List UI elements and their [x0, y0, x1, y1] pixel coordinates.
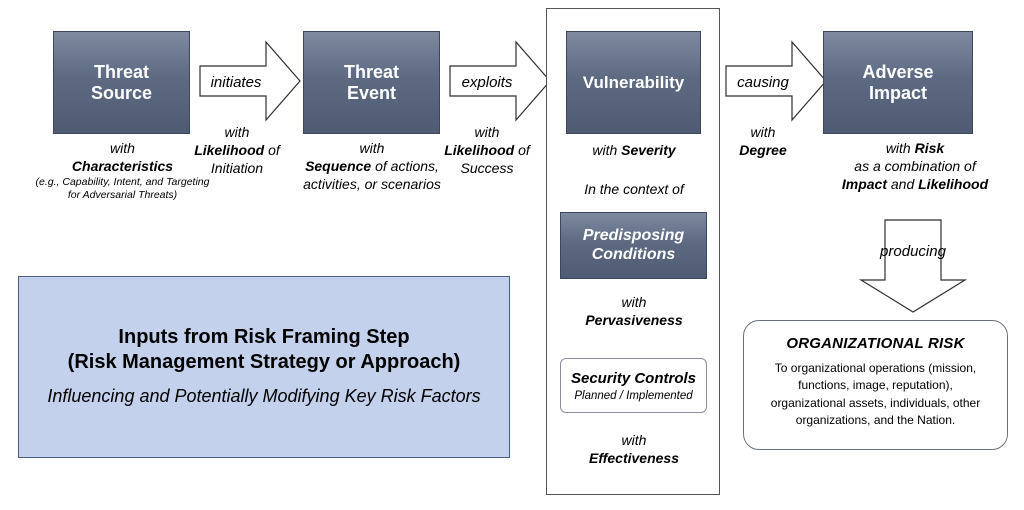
vulnerability-caption-bold: Severity	[621, 142, 676, 158]
node-adverse-impact	[823, 31, 973, 134]
threat-event-caption-lead: with	[359, 140, 385, 156]
predisposing-caption-lead: with	[621, 294, 647, 310]
node-inputs-from-risk-framing	[18, 276, 510, 458]
threat-source-caption-lead: with	[110, 140, 135, 156]
predisposing-conditions-caption	[556, 294, 712, 330]
adverse-impact-line2: Impact	[868, 82, 927, 103]
arrow-producing-label: producing	[880, 243, 946, 260]
threat-source-line1: Threat	[93, 61, 149, 82]
arrow-causing-caption	[712, 124, 814, 160]
security-controls-caption	[556, 432, 712, 468]
adverse-impact-caption	[815, 140, 1015, 194]
threat-event-caption	[298, 140, 446, 194]
arrow-exploits-under-bold: Likelihood	[444, 141, 515, 158]
vulnerability-caption	[556, 142, 712, 160]
node-threat-event	[303, 31, 440, 134]
inputs-line3: Influencing and Potentially Modifying Key Risk Factors	[47, 386, 481, 407]
adverse-impact-caption-join: and	[890, 175, 915, 192]
arrow-initiates-under-bold: Likelihood	[194, 141, 265, 158]
threat-source-caption-bold: Characteristics	[71, 157, 174, 174]
arrow-exploits-under-tail: of Success	[460, 141, 530, 176]
arrow-initiates-under-lead: with	[224, 124, 250, 140]
threat-source-caption	[35, 140, 210, 202]
adverse-impact-caption-mid: as a combination of	[854, 157, 976, 174]
organizational-risk-body: To organizational operations (mission, functions, image, reputation), organizational assets, individuals, other organizations, and the Nation.	[770, 361, 981, 428]
threat-event-line2: Event	[346, 82, 396, 103]
adverse-impact-caption-lead: with	[885, 140, 911, 156]
arrow-causing-label: causing	[737, 74, 789, 91]
arrow-initiates-label: initiates	[210, 74, 262, 91]
threat-event-line1: Threat	[343, 61, 399, 82]
predisposing-conditions-line1: Predisposing	[582, 227, 685, 245]
vulnerability-context-label: In the context of	[584, 181, 684, 197]
arrow-causing-under-bold: Degree	[739, 141, 787, 158]
node-organizational-risk	[743, 320, 1008, 450]
arrow-exploits-label: exploits	[461, 74, 513, 91]
node-predisposing-conditions	[560, 212, 707, 279]
predisposing-caption-bold: Pervasiveness	[585, 311, 683, 328]
node-vulnerability	[566, 31, 701, 134]
vulnerability-caption-lead: with	[592, 142, 618, 158]
security-controls-title: Security Controls	[570, 369, 697, 387]
node-threat-source	[53, 31, 190, 134]
adverse-impact-caption-bold2: Impact	[841, 175, 887, 192]
threat-source-caption-detail: (e.g., Capability, Intent, and Targeting for Adversarial Threats)	[35, 175, 210, 201]
arrow-exploits-under-lead: with	[474, 124, 500, 140]
adverse-impact-caption-bold: Risk	[914, 140, 945, 156]
vulnerability-line1: Vulnerability	[582, 72, 685, 92]
threat-event-caption-tail: of actions, activities, or scenarios	[303, 157, 441, 192]
arrow-producing	[857, 218, 969, 314]
arrow-initiates-under-tail: of Initiation	[210, 141, 280, 176]
security-controls-caption-bold: Effectiveness	[588, 449, 679, 466]
adverse-impact-line1: Adverse	[862, 61, 934, 82]
node-security-controls	[560, 358, 707, 413]
threat-source-line2: Source	[90, 82, 153, 103]
arrow-exploits-caption	[436, 124, 538, 178]
adverse-impact-caption-bold3: Likelihood	[918, 175, 989, 192]
arrow-causing-under-lead: with	[750, 124, 776, 140]
arrow-initiates-caption	[186, 124, 288, 178]
inputs-line2: (Risk Management Strategy or Approach)	[67, 351, 461, 374]
security-controls-caption-lead: with	[621, 432, 647, 448]
inputs-line1: Inputs from Risk Framing Step	[118, 326, 410, 349]
organizational-risk-title: ORGANIZATIONAL RISK	[786, 335, 965, 352]
security-controls-subtitle: Planned / Implemented	[574, 389, 693, 402]
predisposing-conditions-line2: Conditions	[591, 245, 676, 263]
threat-event-caption-bold: Sequence	[305, 157, 372, 174]
